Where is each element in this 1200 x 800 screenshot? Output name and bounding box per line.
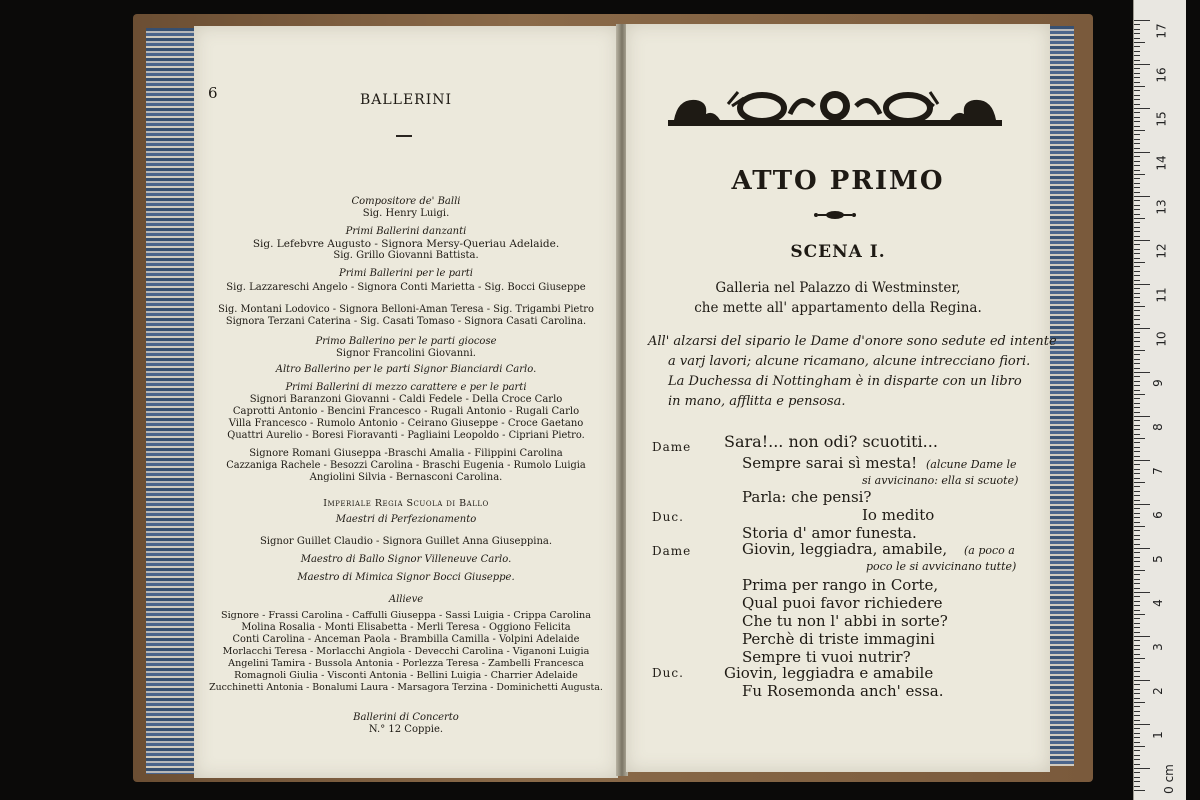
verse-line: Fu Rosemonda anch' essa. — [742, 682, 944, 700]
ruler-tick — [1134, 236, 1140, 237]
cast-line: Molina Rosalia - Monti Elisabetta - Merli Teresa - Oggiono Felicita — [241, 622, 571, 633]
divider-ornament-icon — [810, 210, 860, 220]
title-rule — [396, 135, 412, 137]
ruler-tick — [1134, 297, 1140, 298]
speaker-label: Dame — [652, 440, 692, 454]
stage-direction-line: La Duchessa di Nottingham è in disparte con un libro — [668, 374, 1022, 389]
ruler-tick — [1134, 328, 1150, 329]
ruler-tick — [1134, 513, 1140, 514]
ruler-tick — [1134, 548, 1150, 549]
ruler-tick — [1134, 781, 1140, 782]
section-heading: Primi Ballerini per le parti — [339, 268, 473, 279]
ruler-tick — [1134, 438, 1145, 439]
ruler-tick — [1134, 601, 1140, 602]
ruler-tick — [1134, 104, 1140, 105]
ruler-tick — [1134, 324, 1140, 325]
verse-line: Io medito — [862, 506, 935, 524]
ruler-tick — [1134, 636, 1150, 637]
stage-direction-line: All' alzarsi del sipario le Dame d'onore sono sedute ed intente — [648, 334, 1057, 349]
ruler-tick — [1134, 288, 1140, 289]
ruler-tick — [1134, 152, 1150, 153]
ruler-tick — [1134, 170, 1140, 171]
cast-line: Signora Terzani Caterina - Sig. Casati Tomaso - Signora Casati Carolina. — [225, 316, 587, 327]
section-heading: Primi Ballerini di mezzo carattere e per le parti — [285, 382, 527, 393]
speaker-label: Duc. — [652, 666, 684, 680]
section-heading: Primi Ballerini danzanti — [345, 226, 467, 237]
scene-title: SCENA I. — [790, 242, 886, 262]
ruler-number: 12 — [1154, 243, 1169, 259]
ruler-tick — [1134, 68, 1140, 69]
ruler-tick — [1134, 253, 1140, 254]
cast-line: Quattri Aurelio - Boresi Fioravanti - Pagliaini Leopoldo - Cipriani Pietro. — [227, 430, 585, 441]
ruler-tick — [1134, 592, 1150, 593]
ruler-tick — [1134, 165, 1140, 166]
ruler-tick — [1134, 755, 1140, 756]
ruler-tick — [1134, 51, 1140, 52]
ruler-tick — [1134, 209, 1140, 210]
ruler-number: 8 — [1150, 423, 1165, 431]
stage-direction-line: a varj lavori; alcune ricamano, alcune intrecciano fiori. — [668, 354, 1031, 369]
ruler-tick — [1134, 500, 1140, 501]
ruler-tick — [1134, 64, 1150, 65]
ruler-tick — [1134, 645, 1140, 646]
aside-direction: si avvicinano: ella si scuote) — [862, 474, 1019, 487]
aside-direction: (a poco a — [964, 544, 1015, 557]
setting-line: Galleria nel Palazzo di Westminster, — [715, 280, 961, 296]
ruler-tick — [1134, 676, 1140, 677]
ruler-tick — [1134, 768, 1150, 769]
cast-line: Sig. Lefebvre Augusto - Signora Mersy-Queriau Adelaide. — [252, 238, 560, 250]
ruler-tick — [1134, 614, 1145, 615]
ruler-tick — [1134, 161, 1140, 162]
ruler-tick — [1134, 416, 1150, 417]
ruler-tick — [1134, 38, 1140, 39]
ruler-tick — [1134, 117, 1140, 118]
ruler-tick — [1134, 394, 1145, 395]
cast-line: Signore Romani Giuseppa -Braschi Amalia - Filippini Carolina — [249, 448, 563, 459]
ruler-number: 3 — [1150, 643, 1165, 651]
ruler-tick — [1134, 724, 1150, 725]
ruler-tick — [1134, 134, 1140, 135]
measuring-ruler — [1133, 0, 1186, 800]
ruler-tick — [1134, 425, 1140, 426]
ruler-tick — [1134, 486, 1140, 487]
ruler-number: 17 — [1154, 23, 1169, 39]
ruler-tick — [1134, 733, 1140, 734]
section-heading: Maestro di Mimica Signor Bocci Giuseppe. — [297, 572, 515, 583]
verse-line: Che tu non l' abbi in sorte? — [742, 612, 948, 630]
ruler-tick — [1134, 530, 1140, 531]
ruler-tick — [1134, 200, 1140, 201]
ruler-tick — [1134, 214, 1140, 215]
aside-direction: (alcune Dame le — [926, 458, 1017, 471]
ruler-tick — [1134, 482, 1145, 483]
ruler-tick — [1134, 715, 1140, 716]
ruler-number: 10 — [1154, 331, 1169, 347]
ruler-tick — [1134, 720, 1140, 721]
ruler-tick — [1134, 359, 1140, 360]
ruler-tick — [1134, 535, 1140, 536]
cast-line: Villa Francesco - Rumolo Antonio - Ceirano Giuseppe - Croce Gaetano — [228, 418, 584, 429]
ruler-tick — [1134, 271, 1140, 272]
ruler-tick — [1134, 108, 1150, 109]
ruler-tick — [1134, 772, 1140, 773]
ruler-tick — [1134, 42, 1145, 43]
ruler-tick — [1134, 412, 1140, 413]
ruler-tick — [1134, 174, 1145, 175]
cast-line: Signor Guillet Claudio - Signora Guillet Anna Giuseppina. — [259, 536, 553, 547]
ruler-tick — [1134, 337, 1140, 338]
ruler-tick — [1134, 183, 1140, 184]
cast-line: Morlacchi Teresa - Morlacchi Angiola - Devecchi Carolina - Viganoni Luigia — [222, 646, 590, 657]
ruler-number: 14 — [1154, 155, 1169, 171]
ruler-tick — [1134, 693, 1140, 694]
ruler-tick — [1134, 90, 1140, 91]
ruler-tick — [1134, 706, 1140, 707]
ruler-tick — [1134, 777, 1140, 778]
ruler-tick — [1134, 60, 1140, 61]
ruler-tick — [1134, 20, 1150, 21]
ruler-tick — [1134, 284, 1150, 285]
ruler-tick — [1134, 632, 1140, 633]
ruler-tick — [1134, 544, 1140, 545]
ruler-tick — [1134, 293, 1140, 294]
ruler-number: 0 cm — [1161, 764, 1176, 794]
ruler-tick — [1134, 390, 1140, 391]
ruler-tick — [1134, 588, 1140, 589]
ruler-tick — [1134, 148, 1140, 149]
ruler-number: 11 — [1154, 287, 1169, 303]
ruler-tick — [1134, 218, 1145, 219]
ruler-tick — [1134, 341, 1140, 342]
ruler-tick — [1134, 346, 1140, 347]
ruler-tick — [1134, 363, 1140, 364]
ruler-tick — [1134, 302, 1140, 303]
ruler-tick — [1134, 557, 1140, 558]
verse-line: Sempre sarai sì mesta! — [742, 454, 918, 472]
ruler-tick — [1134, 354, 1140, 355]
ruler-tick — [1134, 702, 1145, 703]
ruler-tick — [1134, 698, 1140, 699]
ruler-tick — [1134, 667, 1140, 668]
ruler-tick — [1134, 139, 1140, 140]
ruler-tick — [1134, 227, 1140, 228]
cast-line: Signor Francolini Giovanni. — [336, 348, 476, 359]
ruler-tick — [1134, 728, 1140, 729]
ruler-tick — [1134, 222, 1140, 223]
ruler-tick — [1134, 187, 1140, 188]
ruler-tick — [1134, 526, 1145, 527]
verse-line: Perchè di triste immagini — [742, 630, 935, 648]
ruler-tick — [1134, 368, 1140, 369]
cast-line: Conti Carolina - Anceman Paola - Brambilla Camilla - Volpini Adelaide — [232, 634, 580, 645]
left-page — [194, 26, 618, 778]
ruler-tick — [1134, 469, 1140, 470]
ruler-tick — [1134, 77, 1140, 78]
right-page — [626, 24, 1057, 772]
ruler-tick — [1134, 29, 1140, 30]
ruler-tick — [1134, 574, 1140, 575]
ruler-number: 1 — [1150, 731, 1165, 739]
ruler-tick — [1134, 610, 1140, 611]
ruler-tick — [1134, 429, 1140, 430]
ruler-tick — [1134, 689, 1140, 690]
ruler-tick — [1134, 618, 1140, 619]
setting-line: che mette all' appartamento della Regina. — [694, 300, 982, 316]
ruler-tick — [1134, 566, 1140, 567]
ruler-tick — [1134, 623, 1140, 624]
ruler-tick — [1134, 605, 1140, 606]
ruler-tick — [1134, 790, 1145, 791]
ruler-tick — [1134, 464, 1140, 465]
ruler-tick — [1134, 244, 1140, 245]
verse-line: Parla: che pensi? — [742, 488, 872, 506]
ruler-tick — [1134, 46, 1140, 47]
ruler-number: 16 — [1154, 67, 1169, 83]
page-title: BALLERINI — [359, 92, 453, 108]
ruler-tick — [1134, 495, 1140, 496]
ruler-tick — [1134, 266, 1140, 267]
ruler-tick — [1134, 508, 1140, 509]
ruler-tick — [1134, 381, 1140, 382]
headpiece-ornament-icon — [668, 84, 1002, 136]
cast-line: Signori Baranzoni Giovanni - Caldi Fedele - Della Croce Carlo — [249, 394, 563, 405]
speaker-label: Dame — [652, 544, 692, 558]
ruler-tick — [1134, 522, 1140, 523]
ruler-tick — [1134, 319, 1140, 320]
ruler-tick — [1134, 385, 1140, 386]
ruler-tick — [1134, 491, 1140, 492]
verse-line: Sara!... non odi? scuotiti... — [724, 432, 938, 451]
ruler-tick — [1134, 473, 1140, 474]
ruler-tick — [1134, 231, 1140, 232]
ruler-tick — [1134, 86, 1145, 87]
cast-line: Sig. Henry Luigi. — [362, 208, 450, 219]
cast-line: Angelini Tamira - Bussola Antonia - Porlezza Teresa - Zambelli Francesca — [228, 658, 584, 669]
section-heading: Ballerini di Concerto — [353, 712, 459, 723]
ruler-number: 13 — [1154, 199, 1169, 215]
ruler-tick — [1134, 350, 1145, 351]
ruler-tick — [1134, 552, 1140, 553]
verse-line: Storia d' amor funesta. — [742, 524, 917, 542]
page-edge-left — [146, 28, 194, 774]
ruler-number: 6 — [1150, 511, 1165, 519]
ruler-tick — [1134, 280, 1140, 281]
ruler-tick — [1134, 711, 1140, 712]
ruler-tick — [1134, 684, 1140, 685]
ruler-tick — [1134, 403, 1140, 404]
ruler-tick — [1134, 24, 1140, 25]
ruler-number: 2 — [1150, 687, 1165, 695]
ruler-tick — [1134, 310, 1140, 311]
ruler-tick — [1134, 517, 1140, 518]
aside-direction: poco le si avvicinano tutte) — [866, 560, 1017, 573]
cast-line: Sig. Grillo Giovanni Battista. — [333, 250, 479, 261]
ruler-tick — [1134, 596, 1140, 597]
ruler-tick — [1134, 99, 1140, 100]
ruler-tick — [1134, 205, 1140, 206]
cast-line: Caprotti Antonio - Bencini Francesco - Rugali Antonio - Rugali Carlo — [232, 406, 580, 417]
ruler-number: 15 — [1154, 111, 1169, 127]
ruler-tick — [1134, 561, 1140, 562]
ruler-tick — [1134, 130, 1145, 131]
cast-line: Imperiale Regia Scuola di Ballo — [323, 498, 489, 509]
ruler-tick — [1134, 786, 1140, 787]
ruler-tick — [1134, 121, 1140, 122]
ruler-tick — [1134, 143, 1140, 144]
verse-line: Qual puoi favor richiedere — [742, 594, 943, 612]
ruler-tick — [1134, 662, 1140, 663]
ruler-tick — [1134, 192, 1140, 193]
section-heading: Compositore de' Balli — [351, 196, 461, 207]
ruler-tick — [1134, 376, 1140, 377]
ruler-tick — [1134, 306, 1145, 307]
section-heading: Maestro di Ballo Signor Villeneuve Carlo. — [300, 554, 512, 565]
ruler-tick — [1134, 627, 1140, 628]
cast-line: Cazzaniga Rachele - Besozzi Carolina - Braschi Eugenia - Rumolo Luigia — [226, 460, 586, 471]
ruler-tick — [1134, 73, 1140, 74]
ruler-tick — [1134, 95, 1140, 96]
ruler-tick — [1134, 315, 1140, 316]
ruler-tick — [1134, 451, 1140, 452]
section-heading: Allieve — [388, 594, 424, 605]
ruler-tick — [1134, 759, 1140, 760]
ruler-number: 5 — [1150, 555, 1165, 563]
verse-line: Prima per rango in Corte, — [742, 576, 939, 594]
ruler-number: 4 — [1150, 599, 1165, 607]
ruler-tick — [1134, 258, 1140, 259]
ruler-tick — [1134, 82, 1140, 83]
ruler-tick — [1134, 649, 1140, 650]
act-title: ATTO PRIMO — [731, 166, 945, 196]
ruler-tick — [1134, 447, 1140, 448]
ruler-tick — [1134, 262, 1145, 263]
ruler-tick — [1134, 478, 1140, 479]
ruler-number: 7 — [1150, 467, 1165, 475]
ruler-tick — [1134, 33, 1140, 34]
ruler-tick — [1134, 249, 1140, 250]
ruler-tick — [1134, 737, 1140, 738]
ruler-tick — [1134, 407, 1140, 408]
ruler-tick — [1134, 658, 1145, 659]
ruler-tick — [1134, 178, 1140, 179]
ruler-number: 9 — [1150, 379, 1165, 387]
ruler-tick — [1134, 126, 1140, 127]
ruler-tick — [1134, 570, 1145, 571]
stage-direction-line: in mano, afflitta e pensosa. — [668, 394, 846, 409]
ruler-tick — [1134, 750, 1140, 751]
cast-line: Signore - Frassi Carolina - Caffulli Giuseppa - Sassi Luigia - Crippa Carolina — [221, 610, 591, 621]
ruler-tick — [1134, 240, 1150, 241]
section-heading: Primo Ballerino per le parti giocose — [315, 336, 497, 347]
ruler-tick — [1134, 654, 1140, 655]
ruler-tick — [1134, 420, 1140, 421]
ruler-tick — [1134, 275, 1140, 276]
ruler-tick — [1134, 680, 1150, 681]
ruler-tick — [1134, 456, 1140, 457]
ruler-tick — [1134, 742, 1140, 743]
cast-line: Zucchinetti Antonia - Bonalumi Laura - Marsagora Terzina - Dominichetti Augusta. — [209, 682, 603, 693]
section-heading: Maestri di Perfezionamento — [335, 514, 477, 525]
ruler-tick — [1134, 764, 1140, 765]
section-heading: Altro Ballerino per le parti Signor Bianciardi Carlo. — [275, 364, 537, 375]
ruler-tick — [1134, 55, 1140, 56]
ruler-tick — [1134, 539, 1140, 540]
page-number: 6 — [208, 84, 218, 102]
ruler-tick — [1134, 372, 1150, 373]
cast-line: Sig. Lazzareschi Angelo - Signora Conti Marietta - Sig. Bocci Giuseppe — [226, 282, 586, 293]
ruler-tick — [1134, 112, 1140, 113]
ruler-tick — [1134, 156, 1140, 157]
verse-line: Giovin, leggiadra, amabile, — [742, 540, 948, 558]
ruler-tick — [1134, 434, 1140, 435]
ruler-tick — [1134, 504, 1150, 505]
ruler-tick — [1134, 332, 1140, 333]
ruler-tick — [1134, 196, 1150, 197]
speaker-label: Duc. — [652, 510, 684, 524]
ruler-tick — [1134, 442, 1140, 443]
ruler-tick — [1134, 579, 1140, 580]
cast-line: Sig. Montani Lodovico - Signora Belloni-Aman Teresa - Sig. Trigambi Pietro — [218, 304, 594, 315]
ruler-tick — [1134, 460, 1150, 461]
page-edge-right — [1050, 26, 1074, 766]
ruler-tick — [1134, 640, 1140, 641]
cast-line: Angiolini Silvia - Bernasconi Carolina. — [309, 472, 503, 483]
cast-line: Romagnoli Giulia - Visconti Antonia - Bellini Luigia - Charrier Adelaide — [234, 670, 578, 681]
cast-line: N.° 12 Coppie. — [368, 724, 444, 735]
ruler-tick — [1134, 398, 1140, 399]
ruler-tick — [1134, 746, 1145, 747]
verse-line: Giovin, leggiadra e amabile — [724, 664, 934, 682]
ruler-tick — [1134, 671, 1140, 672]
verse-line: Sempre ti vuoi nutrir? — [742, 648, 911, 666]
ruler-tick — [1134, 583, 1140, 584]
